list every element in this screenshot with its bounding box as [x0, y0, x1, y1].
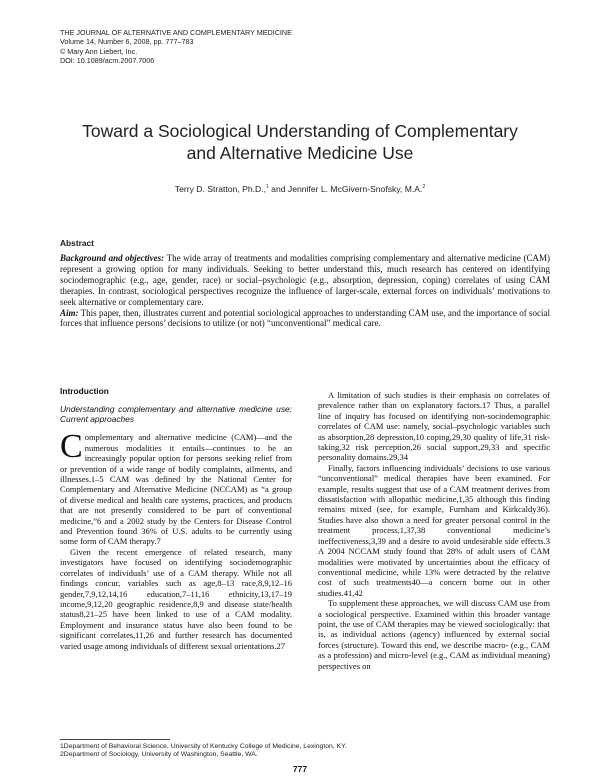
abstract-body	[60, 253, 550, 329]
footnote-1: 1Department of Behavioral Science, University of Kentucky College of Medicine, Lexington, KY.	[60, 743, 347, 750]
page-number: 777	[292, 764, 308, 774]
drop-cap: C	[60, 428, 83, 466]
right-column	[318, 390, 550, 671]
journal-header	[60, 28, 292, 66]
abstract-heading: Abstract	[60, 238, 94, 248]
doi: DOI: 10.1089/acm.2007.7006	[60, 56, 155, 66]
right-paragraph-1: A limitation of such studies is their emphasis on correlates of prevalence rather than on explanatory factors.17 Thus, a parallel line of inquiry has focused on identifying non-sociodemographic correlates of CAM use: namely, social–psychologic variables such as absorption,28 depression,10 coping,29,30 quality of life,31 risk-taking,32 risk perception,26 social support,29,33 and specific personality domains.29,34	[318, 390, 550, 463]
intro-paragraph-1	[60, 428, 292, 547]
subsection-heading: Understanding complementary and alternative medicine use: Current approaches	[60, 404, 292, 425]
left-column	[60, 382, 292, 651]
journal-name: THE JOURNAL OF ALTERNATIVE AND COMPLEMENTARY MEDICINE	[60, 28, 292, 37]
abstract-aim	[60, 308, 550, 330]
title-line-2: and Alternative Medicine Use	[186, 143, 414, 163]
aim-label: Aim:	[60, 307, 79, 318]
footnote-divider	[60, 739, 170, 740]
intro-paragraph-2: Given the recent emergence of related research, many investigators have focused on identifying sociodemographic correlates of individuals’ use of a CAM therapy. While not all findings concur, variables such as age,8–13 race,8,9,12–16 gender,7,9,12,14,16 education,7–11,16 ethnicity,13,17–19 income,9,12,20 geographic residence,8,9 and disease state/health status8,21–25 have been linked to use of a CAM modality. Employment and insurance status have also been found to be significant correlates,11,26 and further research has documented varied usage among individuals of different sexual orientations.27	[60, 546, 292, 651]
aim-text: This paper, then, illustrates current and potential sociological approaches to understanding CAM use, and the importance of social forces that influence persons’ decisions to utilize (or not) “unconventional” medical care.	[60, 307, 550, 329]
copyright: © Mary Ann Liebert, Inc.	[60, 46, 138, 56]
section-heading-introduction: Introduction	[60, 386, 109, 396]
right-paragraph-3: To supplement these approaches, we will discuss CAM use from a sociological perspective. Examined within this broader vantage point, the use of CAM therapies may be viewed sociologically: that is, as individual actions (agency) influenced by external social forces (structure). Toward this end, we describe macro- (e.g., CAM as a profession) and micro-level (e.g., CAM as individual meaning) perspectives on	[318, 598, 550, 671]
footnote-2: 2Department of Sociology, University of Washington, Seattle, WA.	[60, 751, 258, 758]
author-1: Terry D. Stratton, Ph.D.,	[174, 184, 266, 194]
background-label: Background and objectives:	[60, 253, 165, 263]
author-line	[60, 184, 540, 194]
abstract-background	[60, 253, 550, 308]
background-text: The wide array of treatments and modalities comprising complementary and alternative medicine (CAM) represent a growing option for many individuals. Seeking to better understand this, much research has centered on identifying sociodemographic (e.g., age, gender, race) or social–psychologic (e.g., absorption, depression, coping) correlates of using CAM therapies. In contrast, sociological perspectives recognize the influence of larger-scale, external forces on individuals’ motivations to seek alternative or complementary care.	[60, 253, 550, 307]
volume-info: Volume 14, Number 6, 2008, pp. 777–783	[60, 37, 194, 47]
author-conjunction: and	[268, 184, 288, 194]
paper-title	[40, 120, 560, 164]
author-2: Jennifer L. McGivern-Snofsky, M.A.	[287, 184, 423, 194]
footnotes	[60, 743, 347, 759]
affiliation-mark-2: 2	[422, 184, 426, 191]
title-line-1: Toward a Sociological Understanding of Complementary	[82, 121, 518, 141]
right-paragraph-2: Finally, factors influencing individuals’ decisions to use various “unconventional” medical therapies have been examined. For example, results suggest that use of a CAM treatment derives from dissatisfaction with allopathic medicine,1,35 although this finding remains mixed (see, for example, Furnham and Kirkcaldy36). Studies have also shown a need for greater personal control in the treatment process,1,37,38 conventional medicine’s ineffectiveness,3,39 and a desire to avoid undesirable side effects.3 A 2004 NCCAM study found that 28% of adult users of CAM modalities were motivated by uncertainties about the efficacy of conventional medicine, while 13% were detracted by the relative cost of such treatments40—a concern borne out in other studies.41,42	[318, 462, 550, 598]
intro-paragraph-1-text: omplementary and alternative medicine (CAM)—and the numerous modalities it entails—continues to be an increasingly popular option for persons seeking relief from or prevention of a wide range of bodily complaints, ailments, and illnesses.1–5 CAM was defined by the National Center for Complementary and Alternative Medicine (NCCAM) as “a group of diverse medical and health care systems, practices, and products that are not presently considered to be part of conventional medicine,”6 and a 2002 study by the Centers for Disease Control and Prevention found 36% of U.S. adults to be currently using some form of CAM therapy.7	[60, 432, 292, 547]
affiliation-mark-1: 1	[266, 184, 269, 191]
